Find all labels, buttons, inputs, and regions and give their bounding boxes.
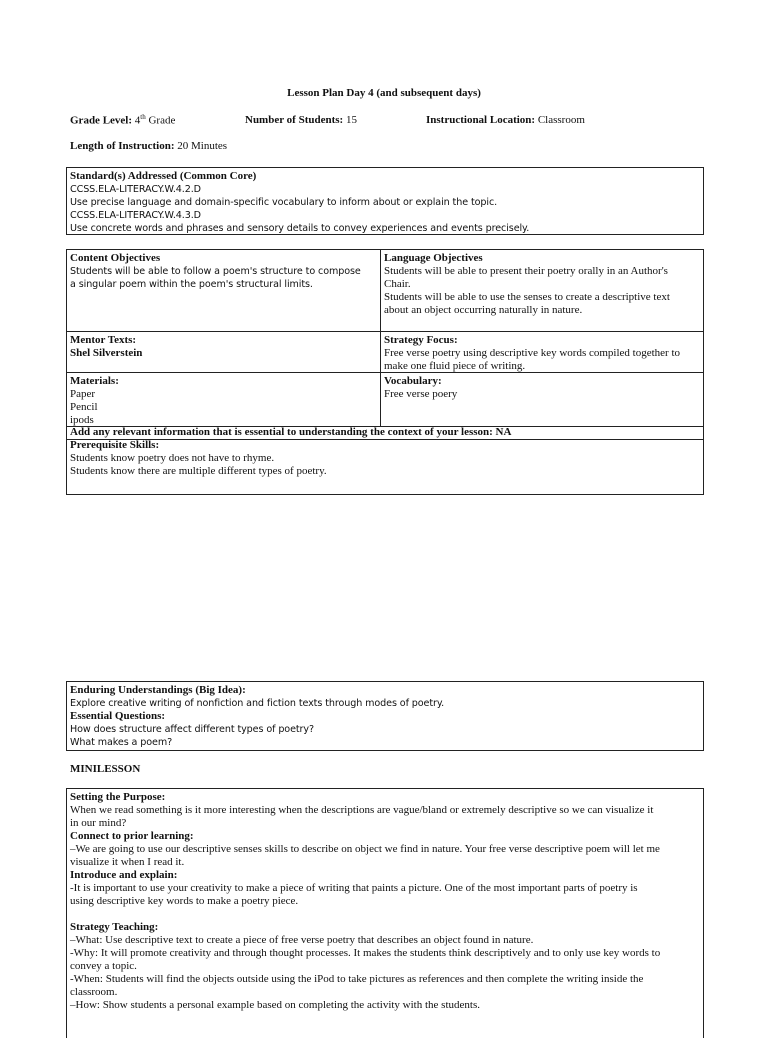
context-row [67,426,703,439]
spacer [70,908,700,921]
vocabulary-cell [381,373,703,401]
number-of-students [245,114,357,126]
page-title: Lesson Plan Day 4 (and subsequent days) [287,87,481,99]
location-label: Instructional Location: [426,114,536,126]
grade-label: Grade Level: [70,114,133,127]
materials-item: ipods [70,414,94,426]
content-objectives-cell [67,250,380,291]
objectives-table [66,249,704,495]
grade-number: 4 [134,114,141,127]
prerequisite-line: Students know poetry does not have to rhyme. [70,452,275,464]
minilesson-label: MINILESSON [70,763,141,775]
length-value: 20 Minutes [177,140,228,152]
location-value: Classroom [537,114,585,126]
strategy-teaching-line: -Why: It will promote creativity and through thought processes. It makes the students think descriptively and to only use key words to [70,947,661,959]
essential-question: How does structure affect different types of poetry? [70,724,314,735]
prerequisite-heading: Prerequisite Skills: [70,439,160,451]
students-value: 15 [345,114,357,126]
grade-word: Grade [148,114,176,127]
materials-heading: Materials: [70,375,119,387]
purpose-line: in our mind? [70,817,127,829]
length-of-instruction [70,140,227,152]
strategy-focus-heading: Strategy Focus: [384,334,458,346]
standard-code-2: CCSS.ELA-LITERACY.W.4.3.D [70,210,201,221]
materials-item: Pencil [70,401,98,413]
students-label: Number of Students: [245,114,344,126]
prerequisite-cell [67,439,703,478]
introduce-line: using descriptive key words to make a poetry piece. [70,895,299,907]
standard-code-1: CCSS.ELA-LITERACY.W.4.2.D [70,184,201,195]
prerequisite-line: Students know there are multiple different types of poetry. [70,465,327,477]
purpose-heading: Setting the Purpose: [70,791,166,803]
language-objectives-cell [381,250,703,317]
mentor-texts-value: Shel Silverstein [70,347,143,359]
instructional-location [426,114,585,126]
strategy-focus-line: make one fluid piece of writing. [384,360,526,372]
grade-superscript: th [140,113,146,121]
prior-learning-heading: Connect to prior learning: [70,830,194,842]
language-objective-line: about an object occurring naturally in nature. [384,304,583,316]
purpose-line: When we read something is it more interesting when the descriptions are vague/bland or extremely descriptive so we can visualize it [70,804,654,816]
materials-cell [67,373,380,427]
enduring-understandings-box [66,681,704,751]
vocabulary-value: Free verse poery [384,388,458,400]
context-row-text: Add any relevant information that is essential to understanding the context of your lesson: NA [70,426,512,438]
strategy-teaching-line: –How: Show students a personal example based on completing the activity with the students. [70,999,480,1011]
enduring-line: Explore creative writing of nonfiction and fiction texts through modes of poetry. [70,698,445,709]
strategy-teaching-line: convey a topic. [70,960,137,972]
strategy-teaching-line: –What: Use descriptive text to create a piece of free verse poetry that describes an object found in nature. [70,934,534,946]
content-objective-line: Students will be able to follow a poem's structure to compose [70,266,361,277]
vocabulary-heading: Vocabulary: [384,375,442,387]
language-objectives-heading: Language Objectives [384,252,483,264]
prior-learning-line: –We are going to use our descriptive senses skills to describe on object we find in nature. Your free verse descriptive poem will let me [70,843,660,855]
standards-box [66,167,704,235]
language-objective-line: Students will be able to use the senses to create a descriptive text [384,291,670,303]
strategy-teaching-line: -When: Students will find the objects outside using the iPod to take pictures as references and then complete the writing inside the [70,973,644,985]
content-objective-line: a singular poem within the poem's structural limits. [70,279,313,290]
standard-text-2: Use concrete words and phrases and sensory details to convey experiences and events precisely. [70,223,530,234]
strategy-teaching-line: classroom. [70,986,118,998]
materials-item: Paper [70,388,96,400]
length-label: Length of Instruction: [70,140,175,152]
essential-question: What makes a poem? [70,737,173,748]
introduce-line: -It is important to use your creativity to make a piece of writing that paints a picture. One of the most important parts of poetry is [70,882,638,894]
introduce-heading: Introduce and explain: [70,869,178,881]
strategy-focus-cell [381,332,703,373]
mentor-texts-heading: Mentor Texts: [70,334,137,346]
prior-learning-line: visualize it when I read it. [70,856,185,868]
standard-text-1: Use precise language and domain-specific vocabulary to inform about or explain the topic. [70,197,498,208]
strategy-teaching-heading: Strategy Teaching: [70,921,159,933]
minilesson-box [66,788,704,1038]
essential-questions-heading: Essential Questions: [70,710,166,722]
mentor-texts-cell [67,332,380,360]
language-objective-line: Chair. [384,278,411,290]
enduring-heading: Enduring Understandings (Big Idea): [70,684,246,696]
standards-heading: Standard(s) Addressed (Common Core) [70,170,257,182]
language-objective-line: Students will be able to present their poetry orally in an Author's [384,265,668,277]
content-objectives-heading: Content Objectives [70,252,161,264]
strategy-focus-line: Free verse poetry using descriptive key words compiled together to [384,347,681,359]
grade-level [70,113,175,127]
